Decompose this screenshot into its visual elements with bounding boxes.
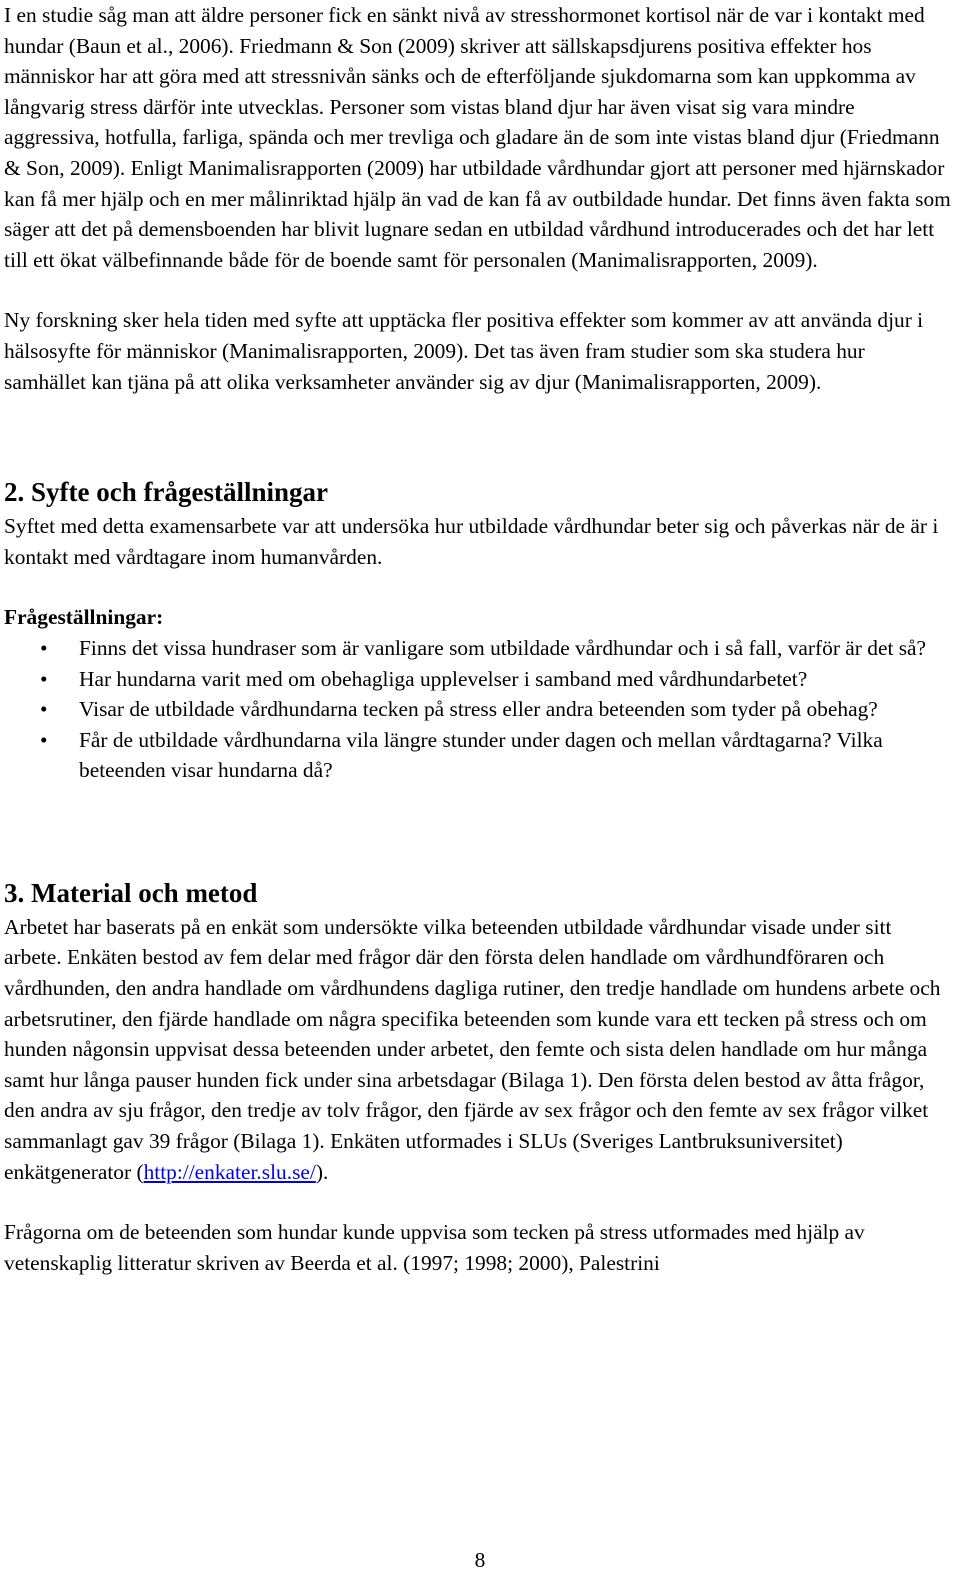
question-text: Finns det vissa hundraser som är vanligare som utbildade vårdhundar och i så fall, varför är det så? xyxy=(79,635,927,660)
page-number: 8 xyxy=(474,1548,486,1572)
section-2-heading: 2. Syfte och frågeställningar xyxy=(4,477,328,508)
link-close-paren: ). xyxy=(315,1159,329,1184)
question-item xyxy=(4,633,952,664)
document-page xyxy=(4,0,952,1278)
link-open-paren: ( xyxy=(136,1159,144,1184)
question-text: Visar de utbildade vårdhundarna tecken på stress eller andra beteenden som tyder på obehag? xyxy=(79,697,878,722)
enkater-slu-link[interactable]: http://enkater.slu.se/ xyxy=(143,1159,316,1184)
question-item xyxy=(4,725,952,786)
spacer xyxy=(4,397,952,475)
section-3-heading: 3. Material och metod xyxy=(4,877,258,908)
question-item xyxy=(4,694,952,725)
question-item xyxy=(4,664,952,695)
intro-paragraph-2: Ny forskning sker hela tiden med syfte att upptäcka fler positiva effekter som kommer av att använda djur i hälsosyfte för människor (Manimalisrapporten, 2009). Det tas även fram studier som ska studera hur samhället kan tjäna på att olika verksamheter använder sig av djur (Manimalisrapporten, 2009). xyxy=(4,308,924,394)
spacer xyxy=(4,275,952,305)
bullet-icon: • xyxy=(40,727,48,752)
spacer xyxy=(4,572,952,602)
bullet-icon: • xyxy=(40,697,48,722)
bullet-icon: • xyxy=(40,666,48,691)
spacer xyxy=(4,786,952,876)
method-paragraph-1 xyxy=(4,912,952,1187)
question-text: Har hundarna varit med om obehagliga upplevelser i samband med vårdhundarbetet? xyxy=(79,666,808,691)
method-paragraph-2: Frågorna om de beteenden som hundar kunde uppvisa som tecken på stress utformades med hjälp av vetenskaplig litteratur skriven av Beerda et al. (1997; 1998; 2000), Palestrini xyxy=(4,1220,865,1275)
questions-label: Frågeställningar: xyxy=(4,605,164,630)
question-text: Får de utbildade vårdhundarna vila längre stunder under dagen och mellan vårdtagarna? Vilka beteenden visar hundarna då? xyxy=(79,727,883,783)
spacer xyxy=(4,1187,952,1217)
method-paragraph-1-text: Arbetet har baserats på en enkät som undersökte vilka beteenden utbildade vårdhundar visade under sitt arbete. Enkäten bestod av fem delar med frågor där den första delen handlade om vårdhundföraren och vårdhunden, den andra handlade om vårdhundens dagliga rutiner, den tredje handlade om hundens arbete och arbetsrutiner, den fjärde handlade om några specifika beteenden som kunde vara ett tecken på stress och om hunden någonsin uppvisat dessa beteenden under arbetet, den femte och sista delen handlade om hur många samt hur långa pauser hunden fick under sina arbetsdagar (Bilaga 1). Den första delen bestod av åtta frågor, den andra av sju frågor, den tredje av tolv frågor, den fjärde av sex frågor och den femte av sex frågor vilket sammanlagt gav 39 frågor (Bilaga 1). Enkäten utformades i SLUs (Sveriges Lantbruksuniversitet) enkätgenerator xyxy=(4,914,941,1184)
intro-paragraph-1: I en studie såg man att äldre personer fick en sänkt nivå av stresshormonet kortisol när de var i kontakt med hundar (Baun et al., 2006). Friedmann & Son (2009) skriver att sällskapsdjurens positiva effekter hos människor har att göra med att stressnivån sänks och de efterföljande sjukdomarna som kan uppkomma av långvarig stress därför inte utvecklas. Personer som vistas bland djur har även visat sig vara mindre aggressiva, hotfulla, farliga, spända och mer trevliga och gladare än de som inte vistas bland djur (Friedmann & Son, 2009). Enligt Manimalisrapporten (2009) har utbildade vårdhundar gjort att personer med hjärnskador kan få mer hjälp och en mer målinriktad hjälp än vad de kan få av outbildade hundar. Det finns även fakta som säger att det på demensboenden har blivit lugnare sedan en utbildad vårdhund introducerades och det har lett till ett ökat välbefinnande både för de boende samt för personalen (Manimalisrapporten, 2009). xyxy=(4,3,951,272)
purpose-paragraph: Syftet med detta examensarbete var att undersöka hur utbildade vårdhundar beter sig och påverkas när de är i kontakt med vårdtagare inom humanvården. xyxy=(4,514,939,569)
bullet-icon: • xyxy=(40,635,48,660)
questions-list xyxy=(4,633,952,786)
